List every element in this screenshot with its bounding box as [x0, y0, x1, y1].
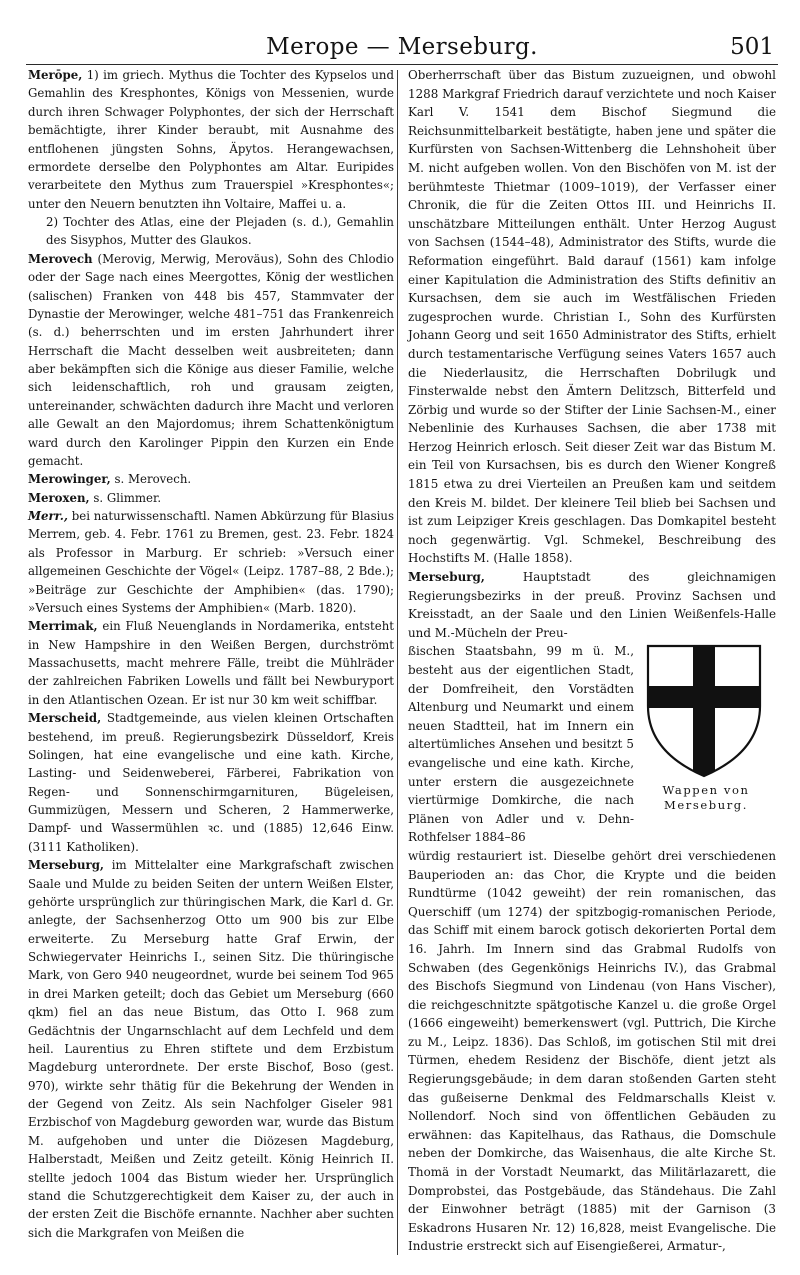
- shield-cross-icon: [646, 644, 762, 778]
- left-column: [28, 66, 394, 1242]
- entry-text: (Merovig, Merwig, Meroväus), Sohn des Chlodio oder der Sage nach eines Meergottes, König der westlichen (salischen) Franken von 448 bis 457, Stammvater der Dynastie der Merowinger, welche 481–751 das Frankenreich (s. d.) beherrschten und im ersten Jahrhundert ihrer Herrschaft die Macht desselben weit ausbreiteten; dann aber bekämpften sich die Könige aus dieser Familie, welche sich leidenschaftlich, roh und grausam zeigten, untereinander, schwächten dadurch ihre Macht und verloren alle Gewalt an den Majordomus; ihrem Schattenkönigtum ward durch den Karolinger Pippin den Kurzen ein Ende gemacht.: [28, 251, 394, 468]
- entry-text: im Mittelalter eine Markgrafschaft zwischen Saale und Mulde zu beiden Seiten der untern Weißen Elster, gehörte ursprünglich zur thüringischen Mark, die Karl d. Gr. anlegte, der Sachsenherzog Otto um 900 bis zur Elbe erweiterte. Zu Merseburg hatte Graf Erwin, der Schwiegervater Heinrichs I., seinen Sitz. Die thüringische Mark, von Gero 940 neugeordnet, wurde bei seinem Tod 965 in drei Marken geteilt; doch das Gebiet um Merseburg (660 qkm) fiel an das neue Bistum, das Otto I. 968 zum Gedächtnis der Ungarnschlacht auf dem Lechfeld und dem heil. Laurentius zu Ehren stiftete und dem Erzbistum Magdeburg unterordnete. Der erste Bischof, Boso (gest. 970), wirkte sehr thätig für die Bekehrung der Wenden in der Gegend von Zeitz. Als sein Nachfolger Giseler 981 Erzbischof von Magdeburg geworden war, wurde das Bistum M. aufgehoben und unter die Diözesen Magdeburg, Halberstadt, Meißen und Zeitz geteilt. König Heinrich II. stellte jedoch 1004 das Bistum wieder her. Ursprünglich stand die Schutzgerechtigkeit dem Kaiser zu, der auch in der ersten Zeit die Bischöfe ernannte. Nachher aber suchten sich die Markgrafen von Meißen die: [28, 858, 394, 1240]
- entry-intro: Hauptstadt des gleichnamigen Regierungsbezirks in der preuß. Provinz Sachsen und Kreisstadt, an der Saale und den Linien Weißenfels-Halle und M.-Mücheln der Preu-: [408, 570, 776, 640]
- entry-text: s. Merovech.: [110, 472, 192, 487]
- dictionary-entry: [28, 250, 394, 471]
- entry-continuation: würdig restauriert ist. Dieselbe gehört drei verschiedenen Bauperioden an: das Chor, die Krypte und die beiden Rundtürme (1042 geweiht) der rein romanischen, das Querschiff (um 1274) der spitzbogig-romanischen Periode, das Schiff mit einem barock gotisch dekorierten Portal dem 16. Jahrh. Im Innern sind das Grabmal Rudolfs von Schwaben (des Gegenkönigs Heinrichs IV.), das Grabmal des Bischofs Siegmund von Lindenau (von Hans Vischer), die reichgeschnitzte spätgotische Kanzel u. die große Orgel (1666 eingeweiht) bemerkenswert (vgl. Puttrich, Die Kirche zu M., Leipz. 1836). Das Schloß, im gotischen Stil mit drei Türmen, ehedem Residenz der Bischöfe, dient jetzt als Regierungsgebäude; in dem daran stoßenden Garten steht das gußeiserne Denkmal des Feldmarschalls Kleist v. Nollendorf. Noch sind von öffentlichen Gebäuden zu erwähnen: das Kapitelhaus, das Rathaus, die Domschule neben der Domkirche, das Waisenhaus, die alte Kirche St. Thomä in der Vorstadt Neumarkt, das Militärlazarett, die Domprobstei, das Postgebäude, das Ständehaus. Die Zahl der Einwohner beträgt (1885) mit der Garnison (3 Eskadrons Husaren Nr. 12) 16,828, meist Evangelische. Die Industrie erstreckt sich auf Eisengießerei, Armatur-,: [408, 848, 776, 1254]
- entry-headword: Merōpe,: [28, 68, 83, 82]
- entry-text: bei naturwissenschaftl. Namen Abkürzung für Blasius Merrem, geb. 4. Febr. 1761 zu Bremen, gest. 23. Febr. 1824 als Professor in Marburg. Er schrieb: »Versuch einer allgemeinen Geschichte der Vögel« (Leipz. 1787–88, 2 Bde.); »Beiträge zur Geschichte der Amphibien« (das. 1790); »Versuch eines Systems der Amphibien« (Marb. 1820).: [28, 509, 394, 615]
- dictionary-entry: [28, 213, 394, 250]
- column-divider: [397, 70, 398, 1255]
- page-number: 501: [730, 34, 774, 60]
- continued-entry-text: Oberherrschaft über das Bistum zuzueignen, und obwohl 1288 Markgraf Friedrich darauf verzichtete und noch Kaiser Karl V. 1541 dem Bischof Siegmund die Reichsunmittelbarkeit bestätigte, haben jene und später die Kurfürsten von Sachsen-Wittenberg die Lehnshoheit über M. nicht aufgeben wollen. Von den Bischöfen von M. ist der berühmteste Thietmar (1009–1019), der Verfasser einer Chronik, die für die Zeiten Ottos III. und Heinrichs II. unschätzbare Mitteilungen enthält. Unter Herzog August von Sachsen (1544–48), Administrator des Stifts, wurde die Reformation eingeführt. Bald darauf (1561) kam infolge einer Kapitulation die Administration des Stifts definitiv an Kursachsen, dem sie auch im Westfälischen Frieden zugesprochen wurde. Christian I., Sohn des Kurfürsten Johann Georg und seit 1650 Administrator des Stifts, erhielt durch testamentarische Verfügung seines Vaters 1657 auch die Niederlausitz, die Herrschaften Dobrilugk und Finsterwalde nebst den Ämtern Delitzsch, Bitterfeld und Zörbig und wurde so der Stifter der Linie Sachsen-M., einer Nebenlinie des Kurhauses Sachsen, die aber 1738 mit Herzog Heinrich erlosch. Seit dieser Zeit war das Bistum M. ein Teil von Kursachsen, bis es durch den Wiener Kongreß 1815 etwa zu drei Vierteilen an Preußen kam und seitdem den Kreis M. bildet. Der kleinere Teil blieb bei Sachsen und ist zum Leipziger Kreis geschlagen. Das Domkapitel besteht noch gegenwärtig. Vgl. Schmekel, Beschreibung des Hochstifts M. (Halle 1858).: [408, 68, 776, 566]
- coat-of-arms: [636, 644, 776, 816]
- coat-of-arms-caption: Wappen von Merseburg.: [662, 783, 750, 812]
- entry-text: 1) im griech. Mythus die Tochter des Kypselos und Gemahlin des Kresphontes, Königs von Messenien, wurde durch ihren Schwager Polyphontes, der sich der Herrschaft bemächtigte, ihrer Kinder beraubt, mit Ausnahme des entflohenen jüngsten Sohns, Äpytos. Herangewachsen, ermordete derselbe den Polyphontes am Altar. Euripides verarbeitete den Mythus zum Trauerspiel »Kresphontes«; unter den Neuern benutzten ihn Voltaire, Maffei u. a.: [28, 68, 394, 211]
- entry-headword: Merseburg,: [28, 858, 105, 873]
- dictionary-entry: [28, 507, 394, 617]
- entry-headword: Merovech: [28, 251, 93, 266]
- dictionary-entry: [28, 470, 394, 488]
- entry-headword: Merr.,: [28, 509, 68, 523]
- entry-wrapped-text: ßischen Staatsbahn, 99 m ü. M., besteht aus der eigentlichen Stadt, der Domfreiheit, den Vorstädten Altenburg und Neumarkt und einem neuen Stadtteil, hat im Innern ein altertümliches Ansehen und besitzt 5 evangelische und eine kath. Kirche, unter erstern die ausgezeichnete viertürmige Domkirche, die nach Plänen von Adler und v. Dehn-Rothfelser 1884–86: [408, 644, 634, 845]
- entry-headword: Merscheid,: [28, 711, 102, 726]
- dictionary-entry: [28, 489, 394, 507]
- entry-merseburg-city: [408, 568, 776, 642]
- entry-text: 2) Tochter des Atlas, eine der Plejaden (s. d.), Gemahlin des Sisyphos, Mutter des Glaukos.: [46, 215, 394, 248]
- page-header: [26, 18, 778, 65]
- entry-headword: Merrimak,: [28, 619, 98, 634]
- entry-text: s. Glimmer.: [89, 490, 162, 505]
- dictionary-entry: [28, 617, 394, 709]
- dictionary-entry: [28, 66, 394, 213]
- dictionary-entry: [28, 856, 394, 1242]
- entry-headword: Merowinger,: [28, 472, 111, 487]
- dictionary-entry: [28, 709, 394, 856]
- entry-headword: Meroxen,: [28, 490, 90, 505]
- entry-headword: Merseburg,: [408, 570, 485, 585]
- entry-text: Stadtgemeinde, aus vielen kleinen Ortschaften bestehend, im preuß. Regierungsbezirk Düsseldorf, Kreis Solingen, hat eine evangelische und eine kath. Kirche, Lasting- und Seidenweberei, Färberei, Fabrikation von Regen- und Sonnenschirmgarnituren, Bügeleisen, Gummizügen, Messern und Scheren, 2 Hammerwerke, Dampf- und Wassermühlen ꝛc. und (1885) 12,646 Einw. (3111 Katholiken).: [28, 711, 394, 854]
- entry-text: ein Fluß Neuenglands in Nordamerika, entsteht in New Hampshire in den Weißen Bergen, durchströmt Massachusetts, macht mehrere Fälle, treibt die Mühlräder der zahlreichen Fabriken Lowells und fällt bei Newburyport in den Atlantischen Ozean. Er ist nur 30 km weit schiffbar.: [28, 619, 394, 707]
- page-title: Merope — Merseburg.: [266, 34, 538, 60]
